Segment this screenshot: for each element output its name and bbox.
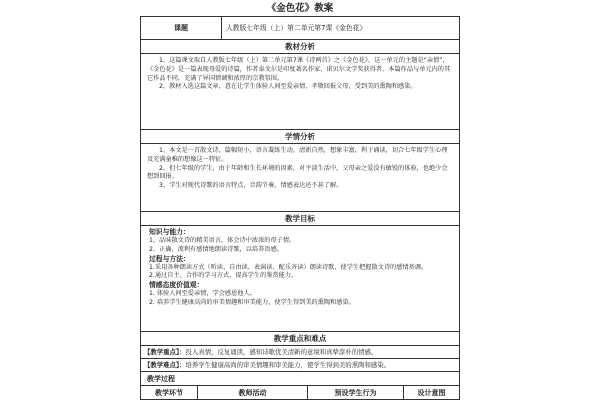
focus-row <box>141 345 459 358</box>
topic-label: 课题 <box>174 24 188 32</box>
goal-group-title: 情感态度价值观： <box>149 281 204 290</box>
teaching-goals-body <box>141 225 459 331</box>
material-analysis-heading: 教材分析 <box>285 42 315 51</box>
teaching-goals-header <box>141 211 459 225</box>
difficulty-label: 【教学难点】： <box>144 361 186 369</box>
topic-value: 人教版七年级（上）第二单元第7课《金色花》 <box>221 17 459 39</box>
key-points-heading: 教学重点和难点 <box>273 334 327 343</box>
focus-label: 【教学重点】： <box>144 348 186 356</box>
difficulty-line <box>141 359 459 371</box>
lesson-plan-table <box>140 16 460 400</box>
key-points-header <box>141 331 459 345</box>
process-column-header: 设计意图 <box>403 386 459 400</box>
process-columns-row <box>141 385 459 400</box>
goal-item: 1、品味散文诗的精美语言，体会诗中浓浓的母子情。 <box>149 237 296 244</box>
learner-paragraph: 3、学生对现代诗歌的语言特点，音韵节奏，情感表达还不甚了解。 <box>159 182 343 190</box>
goal-group-title: 知识与能力： <box>149 228 190 236</box>
goal-item: 1.采用各种朗读方式（听读、自由读、表演读、配乐齐读）朗读诗歌，使学生把握散文诗的感情基调。 <box>149 263 428 271</box>
process-column-header: 预设学生行为 <box>307 386 403 400</box>
focus-text: 投入真情，反复诵读，感知诗歌优美清新的意境和真挚淳朴的情感。 <box>185 348 378 356</box>
material-paragraph: 2、教材入选这篇文章，意在让学生体验人间至爱亲情，孝敬回报父母，受到美的熏陶和感染。 <box>159 83 417 91</box>
focus-line <box>141 346 459 358</box>
goal-item: 2、正确、流利有感情地朗读诗歌，以培养语感。 <box>149 245 283 253</box>
goal-item: 2. 培养学生健康高尚的审美情趣和审美能力，使学生得到美的熏陶和感染。 <box>149 298 355 306</box>
goal-group-title: 过程与方法： <box>149 254 190 263</box>
learner-analysis-heading: 学情分析 <box>285 132 315 141</box>
learner-analysis-header <box>141 129 459 143</box>
teaching-goals-heading: 教学目标 <box>285 214 315 223</box>
learner-paragraph: 2、但七年级的学生，由于年龄和生长环境的因素，对平淡生活中，父母亲之爱没有敏锐的体验，也绝少会想到回报。 <box>147 164 448 181</box>
material-analysis-body <box>141 53 459 129</box>
material-paragraph: 1、这篇课文取自人教版七年级（上）第二单元第7课《诗两首》之《金色花》，这一单元的主题是“亲情”，《金色花》是一篇表现母爱的诗篇，作者泰戈尔是印度著名作家，诺贝尔文学奖获得者。本篇作品与单元内的其它作品不同，充满了异国情调和浓厚的宗教氛围。 <box>147 57 451 82</box>
process-column-header: 教学环节 <box>155 389 183 397</box>
topic-row <box>141 17 459 39</box>
process-header <box>141 371 459 385</box>
difficulty-row <box>141 358 459 371</box>
learner-paragraph: 1、本文是一首散文诗，篇幅短小，语言凝练生动，清新自然，想象丰富，利于诵读，切合七年级学生心理及充满童稚的想像这一特征。 <box>147 147 448 163</box>
material-analysis-header <box>141 39 459 53</box>
document-title: 《金色花》教案 <box>266 3 334 14</box>
learner-analysis-body <box>141 143 459 211</box>
goal-item: 1. 体验人间至爱亲情，学会感恩他人。 <box>149 290 256 298</box>
process-heading: 教学过程 <box>147 375 175 383</box>
difficulty-text: 培养学生健康高尚的审美情趣和审美能力，使学生得到美的熏陶和感染。 <box>185 361 391 369</box>
goal-item: 2.通过自主、合作的学习方式，提高学生的鉴赏能力。 <box>149 272 298 280</box>
process-column-header: 教师活动 <box>197 386 307 400</box>
